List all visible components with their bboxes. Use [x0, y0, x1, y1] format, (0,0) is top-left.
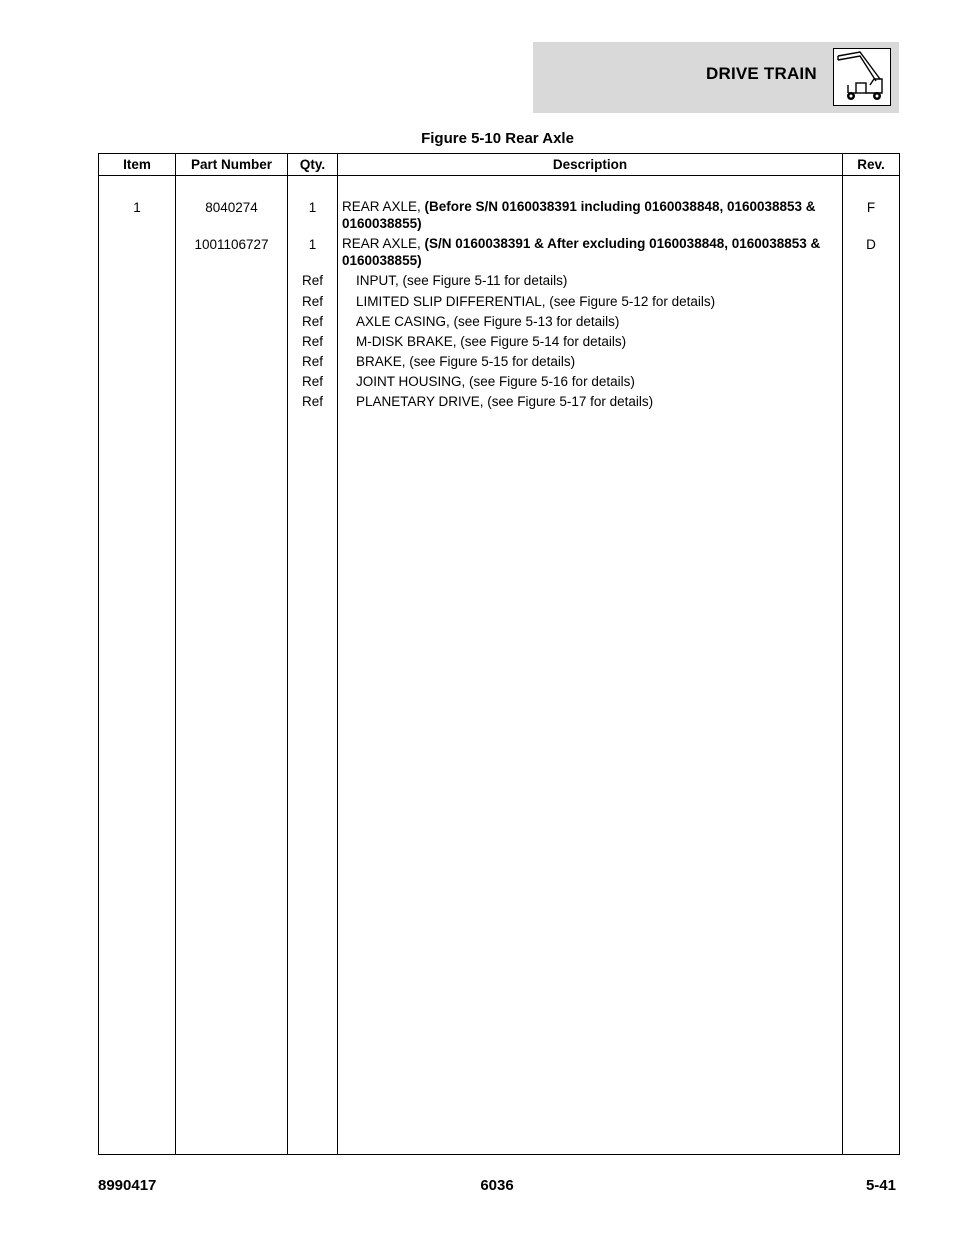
table-cell-item: 1 — [133, 200, 141, 215]
table-cell-description: REAR AXLE, (S/N 0160038391 & After excluding 0160038848, 0160038853 & 0160038855) — [342, 236, 821, 268]
table-cell-description: M-DISK BRAKE, (see Figure 5-14 for details) — [356, 334, 627, 349]
table-cell-qty: Ref — [301, 314, 323, 329]
table-cell-description: PLANETARY DRIVE, (see Figure 5-17 for details) — [356, 394, 654, 409]
table-cell-description: LIMITED SLIP DIFFERENTIAL, (see Figure 5-12 for details) — [356, 294, 716, 309]
footer-model: 6036 — [480, 1177, 514, 1194]
table-cell-description: JOINT HOUSING, (see Figure 5-16 for details) — [356, 374, 635, 389]
description-column — [338, 176, 843, 1155]
item-column — [99, 176, 176, 1155]
part-number-column — [176, 176, 288, 1155]
rev-column — [843, 176, 900, 1155]
footer-page-number: 5-41 — [865, 1177, 896, 1194]
table-cell-qty: Ref — [301, 334, 323, 349]
parts-table — [98, 153, 900, 1155]
table-cell-qty: Ref — [301, 394, 323, 409]
table-cell-rev: D — [866, 237, 876, 252]
table-cell-part-number: 8040274 — [205, 200, 258, 215]
forklift-telehandler-icon — [833, 48, 891, 106]
table-cell-rev: F — [866, 200, 876, 215]
table-cell-description: INPUT, (see Figure 5-11 for details) — [356, 273, 568, 288]
table-cell-qty: Ref — [301, 294, 323, 309]
column-header-description: Description — [338, 154, 843, 176]
column-header-part-number: Part Number — [176, 154, 288, 176]
table-body — [99, 176, 900, 1155]
table-cell-qty: Ref — [301, 354, 323, 369]
table-cell-qty: Ref — [301, 374, 323, 389]
table-cell-description: AXLE CASING, (see Figure 5-13 for details) — [356, 314, 620, 329]
table-cell-qty: 1 — [308, 237, 317, 252]
table-cell-part-number: 1001106727 — [194, 237, 269, 252]
table-header-row — [99, 154, 900, 176]
figure-title: Figure 5-10 Rear Axle — [421, 130, 574, 147]
table-cell-qty: Ref — [301, 273, 323, 288]
table-cell-description: BRAKE, (see Figure 5-15 for details) — [356, 354, 576, 369]
column-header-qty: Qty. — [288, 154, 338, 176]
footer-document-number: 8990417 — [98, 1177, 157, 1194]
table-cell-description: REAR AXLE, (Before S/N 0160038391 including 0160038848, 0160038853 & 0160038855) — [342, 199, 816, 231]
qty-column — [288, 176, 338, 1155]
column-header-rev: Rev. — [843, 154, 900, 176]
column-header-item: Item — [99, 154, 176, 176]
table-cell-qty: 1 — [308, 200, 317, 215]
section-title: DRIVE TRAIN — [706, 64, 817, 83]
